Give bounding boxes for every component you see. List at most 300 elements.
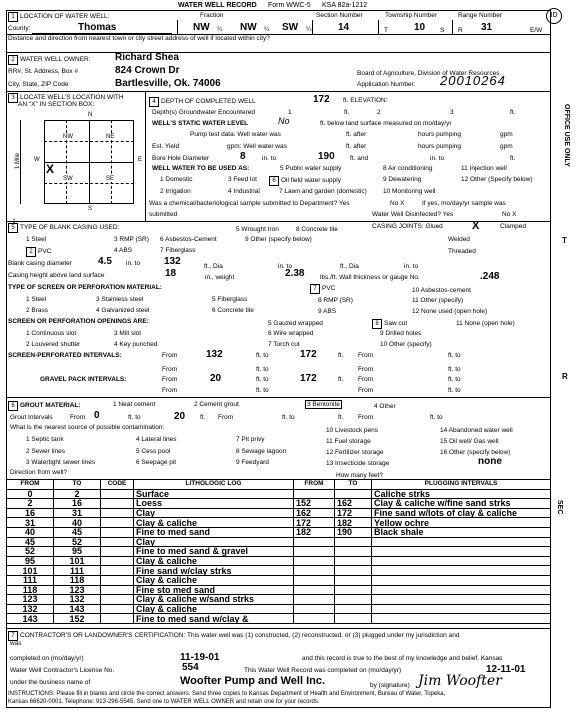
log-cell-from[interactable]: 2	[7, 499, 54, 509]
log-cell-t2[interactable]	[335, 595, 372, 605]
log-cell-plug[interactable]	[372, 604, 551, 614]
casing-pvc[interactable]: 2 PVC	[26, 247, 51, 257]
ft-unit: ft.	[510, 155, 516, 162]
blank-to[interactable]: 132	[164, 256, 181, 267]
log-cell-f2[interactable]	[294, 547, 335, 557]
use-other[interactable]: 12 Other (Specify below)	[461, 176, 533, 183]
log-header-lithologic: LITHOLOGIC LOG	[134, 480, 294, 490]
log-cell-litho[interactable]: Clay & caliche	[134, 604, 294, 614]
use-feed-lot[interactable]: 3 Feed lot	[228, 176, 257, 183]
how-many-feet-label: How many feet?	[336, 472, 383, 479]
log-cell-from[interactable]: 52	[7, 547, 54, 557]
threaded-label[interactable]: Threaded	[448, 248, 476, 255]
in-to: in. to	[278, 263, 293, 270]
log-cell-code[interactable]	[101, 499, 134, 509]
east-west-value[interactable]: E/W	[530, 27, 543, 34]
screen-abs[interactable]: 9 ABS	[318, 308, 337, 315]
log-cell-to[interactable]: 143	[54, 604, 101, 614]
instructions-2: Kansas 66620-0001. Telephone: 913-296-5545. Send one to WATER WELL OWNER and retain one for your records.	[8, 699, 320, 705]
ft-and: ft. and	[350, 155, 369, 162]
log-cell-f2[interactable]: 172	[294, 518, 335, 528]
log-cell-plug[interactable]: Fine sand w/lots of clay & caliche	[372, 508, 551, 518]
use-lawn-garden[interactable]: 7 Lawn and garden (domestic)	[279, 188, 367, 195]
city-value[interactable]: Bartlesville, Ok. 74006	[115, 78, 221, 89]
address-value[interactable]: 824 Crown Dr	[115, 65, 180, 76]
log-cell-f2[interactable]	[294, 537, 335, 547]
pump-test-label: Pump test data: Well water was	[190, 131, 281, 138]
sw-quadrant: SW	[63, 176, 73, 182]
contam-cess-pool[interactable]: 5 Cess pool	[136, 448, 171, 455]
log-cell-from[interactable]: 123	[7, 595, 54, 605]
log-cell-code[interactable]	[101, 489, 134, 499]
table-row	[7, 518, 551, 528]
elevation-label: ft. ELEVATION:	[343, 97, 388, 104]
contam-sewer[interactable]: 2 Sewer lines	[26, 448, 66, 455]
distance-label: Distance and direction from nearest town or city street address of well if located within city?	[8, 35, 270, 42]
from-label: From	[218, 414, 234, 421]
screen-pvc[interactable]: 7 PVC	[310, 284, 335, 294]
log-cell-f2[interactable]	[294, 566, 335, 576]
clamped-label[interactable]: Clamped	[500, 223, 527, 230]
section5-label: 5 TYPE OF BLANK CASING USED:	[8, 223, 119, 233]
log-cell-f2[interactable]	[294, 604, 335, 614]
screen-material-label: TYPE OF SCREEN OR PERFORATION MATERIAL:	[8, 284, 162, 291]
log-cell-from[interactable]: 118	[7, 585, 54, 595]
log-cell-from[interactable]: 0	[7, 489, 54, 499]
static-level-value[interactable]: No	[278, 116, 290, 126]
use-dewatering[interactable]: 9 Dewatering	[383, 176, 422, 183]
log-cell-t2[interactable]	[335, 566, 372, 576]
log-cell-t2[interactable]	[335, 585, 372, 595]
opening-other[interactable]: 10 Other (specify)	[380, 341, 432, 348]
log-cell-plug[interactable]	[372, 547, 551, 557]
glued-x[interactable]: X	[472, 220, 480, 232]
weight-label: in., weight	[205, 274, 235, 281]
from-label: From	[358, 366, 374, 373]
fraction-3[interactable]: SW	[282, 22, 299, 33]
casing-abs[interactable]: 4 ABS	[114, 247, 133, 254]
section4-label: 4 DEPTH OF COMPLETED WELL	[149, 97, 256, 107]
log-cell-plug[interactable]: Caliche strks	[372, 489, 551, 499]
log-cell-code[interactable]	[101, 566, 134, 576]
log-cell-t2[interactable]	[335, 556, 372, 566]
log-cell-f2[interactable]	[294, 614, 335, 624]
log-cell-to[interactable]: 95	[54, 547, 101, 557]
log-cell-code[interactable]	[101, 575, 134, 585]
log-cell-t2[interactable]: 190	[335, 527, 372, 537]
disinfected-no-x[interactable]: No X	[502, 211, 517, 218]
log-cell-code[interactable]	[101, 518, 134, 528]
table-row	[7, 585, 551, 595]
log-cell-t2[interactable]	[335, 604, 372, 614]
log-cell-plug[interactable]	[372, 614, 551, 624]
quarter-mark: ¼	[217, 26, 223, 33]
opening-louvered[interactable]: 2 Louvered shutter	[26, 341, 81, 348]
log-cell-litho[interactable]: Clay	[134, 537, 294, 547]
se-quadrant: SE	[106, 176, 115, 182]
in-to: in. to	[126, 260, 141, 267]
log-cell-to[interactable]: 45	[54, 527, 101, 537]
log-cell-to[interactable]: 40	[54, 518, 101, 528]
contam-septic[interactable]: 1 Septic tank	[26, 436, 64, 443]
log-cell-from[interactable]: 111	[7, 575, 54, 585]
opening-drilled-holes[interactable]: 9 Drilled holes	[380, 330, 422, 337]
contam-abandoned-well[interactable]: 14 Abandoned water well	[440, 427, 513, 434]
contam-oil-gas[interactable]: 15 Oil well/ Gas well	[440, 438, 499, 445]
r-label: R	[458, 27, 463, 34]
fraction-label: Fraction	[200, 12, 224, 19]
table-row	[7, 614, 551, 624]
log-cell-plug[interactable]: Black shale	[372, 527, 551, 537]
log-cell-plug[interactable]	[372, 585, 551, 595]
use-industrial[interactable]: 4 Industrial	[228, 188, 260, 195]
contam-feedyard[interactable]: 9 Feedyard	[236, 459, 269, 466]
depth-value[interactable]: 172	[313, 94, 330, 105]
scale-arrow-icon: ↕	[12, 216, 16, 225]
welded-label[interactable]: Welded	[448, 236, 470, 243]
casing-other[interactable]: 9 Other (specify below)	[245, 236, 312, 243]
table-row	[7, 604, 551, 614]
table-row	[7, 556, 551, 566]
log-cell-to[interactable]: 16	[54, 499, 101, 509]
log-cell-code[interactable]	[101, 556, 134, 566]
log-cell-t2[interactable]: 182	[335, 518, 372, 528]
log-cell-litho[interactable]: Clay & caliche w/sand strks	[134, 595, 294, 605]
log-cell-from[interactable]: 101	[7, 566, 54, 576]
table-row	[7, 508, 551, 518]
log-header-to: TO	[54, 480, 101, 490]
log-cell-plug[interactable]: Clay & caliche w/fine sand strks	[372, 499, 551, 509]
completed-date[interactable]: 11-19-01	[180, 652, 220, 663]
opening-torch-cut[interactable]: 7 Torch cut	[268, 341, 300, 348]
log-cell-from[interactable]: 40	[7, 527, 54, 537]
opening-none[interactable]: 11 None (open hole)	[456, 320, 515, 327]
completed-label: completed on (mo/day/yr)	[10, 655, 84, 662]
log-cell-to[interactable]: 132	[54, 595, 101, 605]
one-mile-label: 1 Mile	[15, 152, 22, 170]
log-cell-code[interactable]	[101, 547, 134, 557]
log-cell-f2[interactable]	[294, 595, 335, 605]
screen-fiberglass[interactable]: 5 Fiberglass	[212, 296, 248, 303]
log-cell-litho[interactable]: Surface	[134, 489, 294, 499]
to-label: ft. to	[430, 414, 443, 421]
to-label: ft. to	[256, 366, 269, 373]
wall-thickness-label: lbs./ft. Wall thickness or gauge No.	[320, 274, 420, 281]
log-cell-f2[interactable]: 162	[294, 508, 335, 518]
from-label: From	[162, 387, 178, 394]
table-row	[7, 527, 551, 537]
log-cell-code[interactable]	[101, 595, 134, 605]
section6-label: 6 GROUT MATERIAL:	[8, 401, 81, 411]
log-header-code: CODE	[101, 480, 134, 490]
log-cell-f2[interactable]	[294, 575, 335, 585]
owner-name[interactable]: Richard Shea	[115, 52, 179, 63]
county-value[interactable]: Thomas	[78, 22, 117, 33]
log-cell-t2[interactable]	[335, 614, 372, 624]
log-cell-plug[interactable]: Yellow ochre	[372, 518, 551, 528]
screen-galvanized[interactable]: 4 Galvanized steel	[96, 307, 150, 314]
table-row	[7, 537, 551, 547]
log-cell-to[interactable]: 123	[54, 585, 101, 595]
office-r-label: R	[562, 372, 568, 381]
to-label: ft. to	[256, 376, 269, 383]
board-label: Board of Agriculture, Division of Water Resources	[357, 70, 500, 77]
contamination-label: What is the nearest source of possible contamination:	[10, 424, 165, 431]
log-cell-t2[interactable]: 172	[335, 508, 372, 518]
from-label: From	[70, 414, 86, 421]
contam-insecticide[interactable]: 13 Insecticide storage	[326, 460, 390, 467]
gravel-to[interactable]: 172	[300, 373, 317, 384]
from-label: From	[162, 376, 178, 383]
log-header-from: FROM	[7, 480, 54, 490]
casing-fiberglass[interactable]: 7 Fiberglass	[160, 247, 196, 254]
to-label: ft. to	[448, 366, 461, 373]
north-label: N	[88, 112, 93, 118]
casing-weight[interactable]: 2.38	[285, 268, 305, 279]
log-cell-code[interactable]	[101, 585, 134, 595]
log-cell-code[interactable]	[101, 527, 134, 537]
contam-fuel[interactable]: 11 Fuel storage	[326, 438, 371, 445]
contam-pit-privy[interactable]: 7 Pit privy	[236, 436, 265, 443]
use-oil-field[interactable]: 6 Oil field water supply	[269, 176, 341, 186]
contam-lateral[interactable]: 4 Lateral lines	[136, 436, 177, 443]
gpm-unit: gpm	[500, 143, 513, 150]
log-cell-litho[interactable]: Clay & caliche	[134, 518, 294, 528]
contam-watertight[interactable]: 3 Watertight sewer lines	[26, 459, 96, 466]
perforated-from[interactable]: 132	[206, 349, 223, 360]
perforated-intervals-label: SCREEN-PERFORATED INTERVALS:	[8, 352, 122, 359]
contam-livestock[interactable]: 10 Livestock pens	[326, 427, 379, 434]
true-statement: and this record is true to the best of my knowledge and belief. Kansas	[302, 655, 503, 662]
casing-wrought-iron[interactable]: 5 Wrought Iron	[236, 226, 279, 233]
in-to: in. to	[262, 155, 277, 162]
from-label: From	[162, 352, 178, 359]
screen-brass[interactable]: 2 Brass	[26, 307, 49, 314]
blank-diameter-label: Blank casing diameter	[8, 260, 72, 267]
business-name[interactable]: Woofter Pump and Well Inc.	[180, 675, 326, 687]
gpm-unit: gpm	[500, 131, 513, 138]
log-cell-litho[interactable]: Loess	[134, 499, 294, 509]
log-cell-t2[interactable]: 162	[335, 499, 372, 509]
use-air-conditioning[interactable]: 8 Air conditioning	[383, 165, 433, 172]
log-cell-to[interactable]: 2	[54, 489, 101, 499]
log-header-plugging: PLUGGING INTERVALS	[372, 480, 551, 490]
log-cell-litho[interactable]: Fine to med sand w/clay &	[134, 614, 294, 624]
log-cell-f2[interactable]	[294, 585, 335, 595]
use-monitoring[interactable]: 10 Monitoring well	[383, 188, 436, 195]
section7-label: 7 CONTRACTOR'S OR LANDOWNER'S CERTIFICATION: This water well was (1) constructed, (2) reconstructed, or (3) plugged under my jurisdiction and	[8, 631, 459, 641]
opening-gauzed[interactable]: 5 Gauzed wrapped	[268, 320, 323, 327]
s-label: S	[440, 27, 445, 34]
screen-concrete[interactable]: 6 Concrete tile	[212, 307, 254, 314]
casing-height[interactable]: 18	[165, 268, 177, 279]
log-cell-code[interactable]	[101, 537, 134, 547]
county-label: County:	[8, 25, 31, 32]
section2-label: 2 WATER WELL OWNER:	[8, 55, 91, 65]
log-cell-plug[interactable]	[372, 556, 551, 566]
use-injection-well[interactable]: 11 Injection well	[461, 165, 507, 172]
log-cell-t2[interactable]	[335, 489, 372, 499]
bore-to[interactable]: 190	[318, 151, 335, 162]
grout-bentonite[interactable]: 3 Bentonite	[307, 401, 340, 408]
log-cell-from[interactable]: 16	[7, 508, 54, 518]
log-cell-from[interactable]: 143	[7, 614, 54, 624]
log-cell-plug[interactable]	[372, 575, 551, 585]
ne-quadrant: NE	[106, 134, 115, 140]
hours-pumping: hours pumping	[418, 143, 461, 150]
section3-label-2: AN "X" IN SECTION BOX:	[18, 101, 95, 108]
contam-fertilizer[interactable]: 12 Fertilizer storage	[326, 449, 384, 456]
log-cell-code[interactable]	[101, 614, 134, 624]
casing-joints-label: CASING JOINTS: Glued	[372, 223, 443, 230]
page-id-stamp: ID	[546, 8, 562, 24]
log-cell-to[interactable]: 111	[54, 566, 101, 576]
perforated-to[interactable]: 172	[300, 349, 317, 360]
office-t-label: T	[562, 236, 567, 245]
opening-continuous-slot[interactable]: 1 Continuous slot	[26, 330, 77, 337]
well-location-mark: X	[46, 162, 55, 176]
casing-rmp[interactable]: 3 RMP (SR)	[114, 236, 149, 243]
log-cell-t2[interactable]	[335, 575, 372, 585]
lithologic-log-table	[6, 479, 551, 624]
log-cell-to[interactable]: 52	[54, 537, 101, 547]
contam-seepage[interactable]: 6 Seepage pit	[136, 459, 177, 466]
section-number-value[interactable]: 14	[338, 22, 350, 33]
application-number[interactable]: 20010264	[440, 73, 506, 88]
gauge-value[interactable]: .248	[480, 271, 500, 282]
screen-steel[interactable]: 1 Steel	[26, 296, 47, 303]
screen-rmp[interactable]: 8 RMP (SR)	[318, 297, 353, 304]
bore-diameter[interactable]: 8	[240, 151, 246, 162]
log-cell-plug[interactable]	[372, 595, 551, 605]
log-cell-litho[interactable]: Fine sand w/clay strks	[134, 566, 294, 576]
to-label: ft. to	[448, 387, 461, 394]
from-label: From	[358, 352, 374, 359]
grout-cement-grout[interactable]: 2 Cement grout	[194, 401, 239, 408]
grout-other[interactable]: 4 Other	[374, 403, 396, 410]
opening-wire-wrapped[interactable]: 6 Wire wrapped	[268, 330, 314, 337]
opening-saw-cut[interactable]: 8 Saw cut	[372, 319, 407, 329]
casing-steel[interactable]: 1 Steel	[26, 236, 47, 243]
screen-other[interactable]: 11 Other (specify)	[412, 297, 464, 304]
log-cell-f2[interactable]	[294, 489, 335, 499]
grout-intervals-label: Grout Intervals	[10, 414, 53, 421]
static-level-tail: ft. below land surface measured on mo/day/yr	[320, 120, 452, 127]
casing-asbestos[interactable]: 6 Asbestos-Cement	[160, 236, 217, 243]
log-cell-f2[interactable]: 152	[294, 499, 335, 509]
log-cell-to[interactable]: 31	[54, 508, 101, 518]
license-label: Water Well Contractor's License No.	[10, 667, 115, 674]
fraction-1[interactable]: NW	[193, 22, 210, 33]
ft-unit: ft.	[338, 352, 344, 359]
screen-none[interactable]: 12 None used (open hole)	[412, 308, 488, 315]
log-cell-from[interactable]: 45	[7, 537, 54, 547]
bore-label: Bore Hole Diameter	[152, 155, 210, 162]
record-completed-label: This Water Well Record was completed on (mo/day/yr)	[244, 667, 402, 674]
log-header-to2: TO	[335, 480, 372, 490]
township-value[interactable]: 10	[414, 22, 426, 33]
log-cell-litho[interactable]: Fine to med sand	[134, 527, 294, 537]
ft-unit: ft.	[338, 376, 344, 383]
log-cell-f2[interactable]	[294, 556, 335, 566]
log-cell-to[interactable]: 101	[54, 556, 101, 566]
grout-neat-cement[interactable]: 1 Neat cement	[113, 401, 156, 408]
ft-unit: ft.	[510, 109, 516, 116]
in-to: in. to	[404, 263, 419, 270]
fraction-2[interactable]: NW	[240, 22, 257, 33]
casing-concrete-tile[interactable]: 8 Concrete tile	[296, 226, 338, 233]
log-cell-plug[interactable]	[372, 566, 551, 576]
range-value[interactable]: 31	[481, 22, 493, 33]
casing-height-label: Casing height above land surface	[8, 272, 105, 279]
screen-asbestos[interactable]: 10 Asbestos-cement	[412, 287, 471, 294]
log-header-from2: FROM	[294, 480, 335, 490]
contam-other-value[interactable]: none	[478, 456, 502, 467]
opening-key-punched[interactable]: 4 Key punched	[114, 341, 158, 348]
log-cell-from[interactable]: 95	[7, 556, 54, 566]
log-cell-litho[interactable]: Fine to med sand & gravel	[134, 547, 294, 557]
hours-pumping: hours pumping	[418, 131, 461, 138]
contam-lagoon[interactable]: 8 Sewage lagoon	[236, 448, 287, 455]
south-label: S	[88, 206, 93, 212]
use-irrigation[interactable]: 2 Irrigation	[160, 188, 191, 195]
in-to: in. to	[430, 155, 445, 162]
opening-mill-slot[interactable]: 3 Mill slot	[114, 330, 142, 337]
log-cell-litho[interactable]: Fine sto med sand	[134, 585, 294, 595]
log-cell-from[interactable]: 132	[7, 604, 54, 614]
static-level-label: WELL'S STATIC WATER LEVEL	[152, 120, 249, 127]
blank-diameter[interactable]: 4.5	[98, 256, 112, 267]
log-cell-to[interactable]: 152	[54, 614, 101, 624]
to-label: ft. to	[282, 414, 295, 421]
log-cell-from[interactable]: 31	[7, 518, 54, 528]
bact-no-x[interactable]: No X	[390, 200, 405, 207]
record-date[interactable]: 12-11-01	[486, 664, 526, 675]
use-domestic[interactable]: 1 Domestic	[160, 176, 193, 183]
bact-sample-label: Was a chemical/bacteriological sample submitted to Department? Yes	[149, 200, 350, 207]
log-cell-t2[interactable]	[335, 537, 372, 547]
log-cell-t2[interactable]	[335, 547, 372, 557]
form-id: Form WWC-5	[268, 2, 311, 9]
grout-from[interactable]: 0	[94, 410, 100, 421]
bact-tail: If yes, mo/day/yr sample was	[422, 200, 506, 207]
submitted-label: submitted	[149, 211, 178, 218]
log-cell-to[interactable]: 118	[54, 575, 101, 585]
grout-to[interactable]: 20	[174, 411, 186, 422]
signature[interactable]: Jim Woofter	[418, 673, 502, 689]
screen-stainless[interactable]: 3 Stainless steel	[96, 296, 144, 303]
log-cell-litho[interactable]: Clay	[134, 508, 294, 518]
from-label: From	[358, 414, 374, 421]
gravel-from[interactable]: 20	[210, 373, 222, 384]
city-label: City, State, ZIP Code	[8, 81, 69, 88]
log-cell-f2[interactable]: 182	[294, 527, 335, 537]
log-cell-plug[interactable]	[372, 537, 551, 547]
disinfected-label: Water Well Disinfected? Yes	[372, 211, 454, 218]
license-number[interactable]: 554	[182, 662, 199, 673]
range-label: Range Number	[458, 12, 503, 19]
log-cell-litho[interactable]: Clay & caliche	[134, 575, 294, 585]
use-public-water[interactable]: 5 Public water supply	[280, 165, 342, 172]
log-cell-code[interactable]	[101, 508, 134, 518]
signature-label: by (signature)	[370, 682, 410, 689]
to-label: ft. to	[448, 376, 461, 383]
contam-other[interactable]: 16 Other (specify below)	[440, 449, 511, 456]
log-cell-code[interactable]	[101, 604, 134, 614]
log-cell-litho[interactable]: Clay & caliche	[134, 556, 294, 566]
application-label: Application Number:	[357, 81, 416, 88]
west-label: W	[34, 157, 40, 163]
